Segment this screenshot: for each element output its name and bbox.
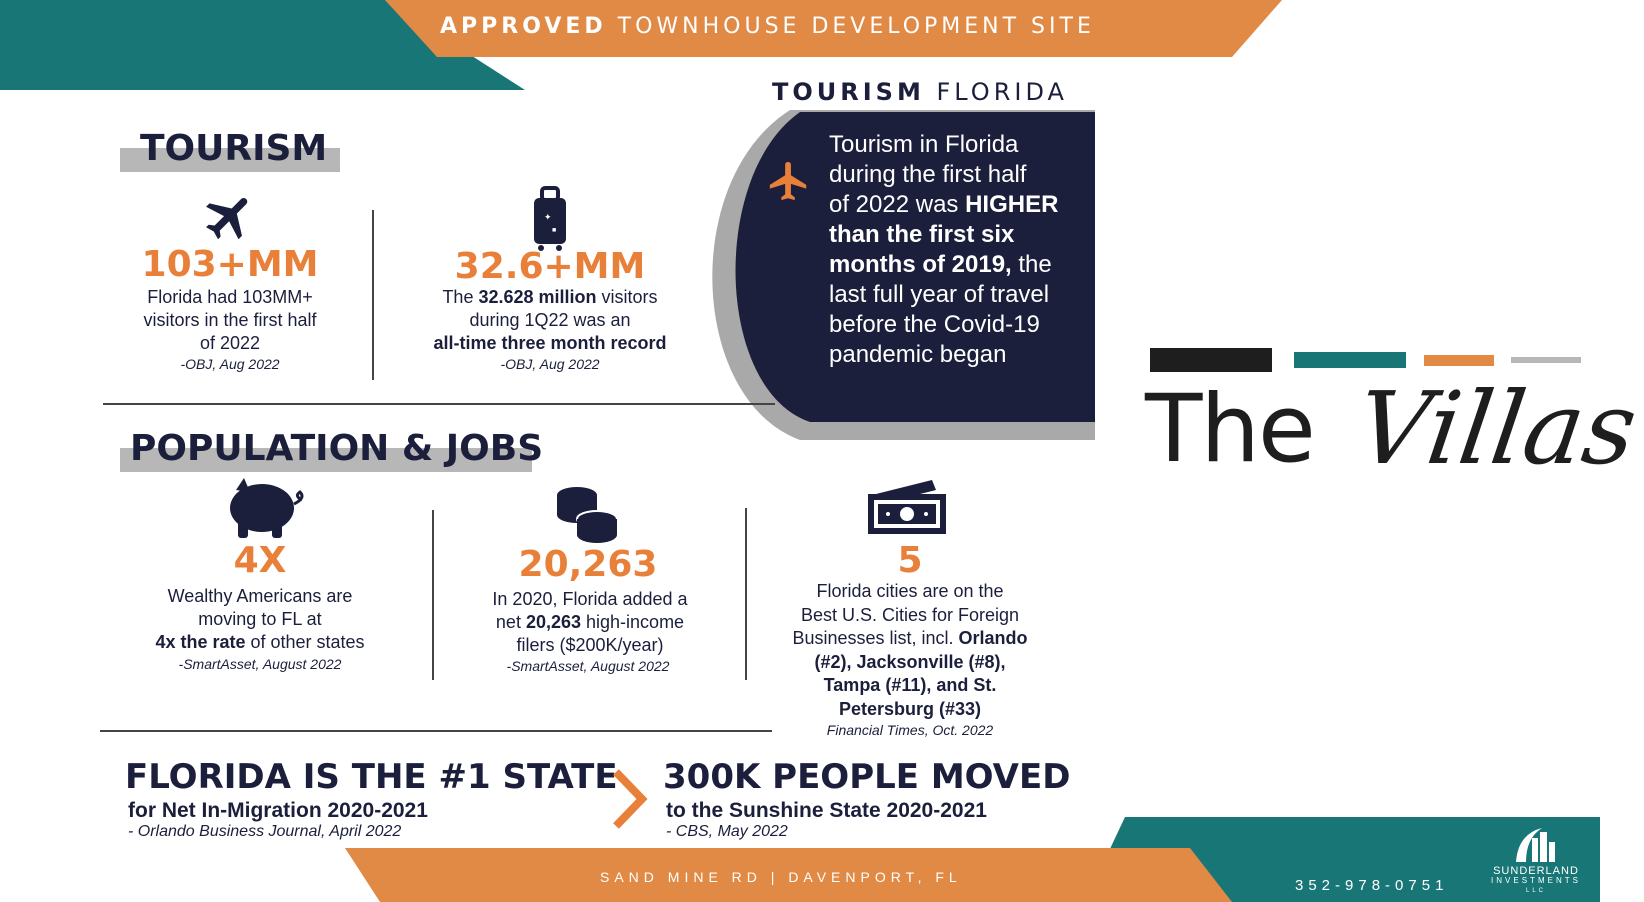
- top-banner-title: APPROVED TOWNHOUSE DEVELOPMENT SITE: [440, 14, 1095, 39]
- tourism-heading: TOURISM: [140, 128, 328, 169]
- footer-phone: 352-978-0751: [1295, 877, 1449, 894]
- divider: [100, 730, 772, 732]
- population-stat2-value: 20,263: [518, 544, 658, 585]
- airplane-icon: [766, 155, 812, 207]
- population-heading: POPULATION & JOBS: [130, 428, 544, 469]
- population-stat3-source: Financial Times, Oct. 2022: [826, 722, 994, 738]
- tourism-stat1-source: -OBJ, Aug 2022: [180, 356, 280, 372]
- tourism-stat2-desc: The 32.628 million visitors during 1Q22 was an all-time three month record: [433, 287, 667, 353]
- population-stat1-desc: Wealthy Americans are moving to FL at 4x the rate of other states: [155, 586, 365, 652]
- bottom-right-headline: 300K PEOPLE MOVED: [663, 757, 1071, 797]
- tourism-stat2-value: 32.6+MM: [454, 246, 646, 287]
- brand-the: The: [1145, 375, 1314, 484]
- divider: [372, 210, 374, 380]
- divider: [103, 403, 775, 405]
- footer-address: SAND MINE RD | DAVENPORT, FL: [600, 869, 962, 885]
- population-stat3-desc: Florida cities are on the Best U.S. Cities for Foreign Businesses list, incl. Orlando (#2), Jacksonville (#8), Tampa (#11), and St. Petersburg (#33): [792, 581, 1028, 719]
- sunderland-logo-text: SUNDERLAND INVESTMENTS LLC: [1491, 865, 1581, 894]
- bottom-right-source: - CBS, May 2022: [666, 823, 788, 840]
- population-stat3-value: 5: [897, 540, 923, 581]
- tourism-florida-header: TOURISM FLORIDA: [772, 78, 1068, 106]
- airplane-icon: [200, 188, 260, 246]
- divider: [745, 508, 747, 680]
- chevron-right-icon: [610, 768, 650, 830]
- luggage-icon: [530, 186, 570, 252]
- cash-icon: [866, 478, 950, 538]
- bottom-left-source: - Orlando Business Journal, April 2022: [128, 823, 402, 840]
- tourism-stat1-value: 103+MM: [141, 244, 319, 285]
- tourism-stat1-desc: Florida had 103MM+ visitors in the first half of 2022: [143, 287, 317, 353]
- population-stat2-source: -SmartAsset, August 2022: [506, 658, 670, 674]
- stripe-gray: [1511, 357, 1581, 363]
- stripe-teal: [1294, 352, 1406, 368]
- svg-text:✦: ✦: [544, 212, 552, 222]
- divider: [432, 510, 434, 680]
- tourism-stat2-source: -OBJ, Aug 2022: [500, 356, 600, 372]
- brand-villas: Villas: [1349, 370, 1644, 487]
- population-stat1-value: 4X: [233, 540, 287, 581]
- tourism-callout-text: Tourism in Florida during the first half of 2022 was HIGHER than the first six months of 2019, the last full year of travel before the Covid-19 pandemic began: [829, 131, 1059, 368]
- svg-text:■: ■: [552, 227, 557, 234]
- bottom-left-headline: FLORIDA IS THE #1 STATE: [125, 757, 618, 797]
- piggy-bank-icon: [222, 478, 308, 542]
- coins-icon: [552, 485, 622, 545]
- bottom-right-subtitle: to the Sunshine State 2020-2021: [666, 799, 987, 822]
- population-stat1-source: -SmartAsset, August 2022: [178, 656, 342, 672]
- sunderland-logo-icon: [1512, 824, 1560, 864]
- stripe-orange: [1424, 355, 1494, 366]
- stripe-black: [1150, 348, 1272, 372]
- population-stat2-desc: In 2020, Florida added a net 20,263 high-income filers ($200K/year): [492, 589, 688, 655]
- bottom-left-subtitle: for Net In-Migration 2020-2021: [128, 799, 428, 822]
